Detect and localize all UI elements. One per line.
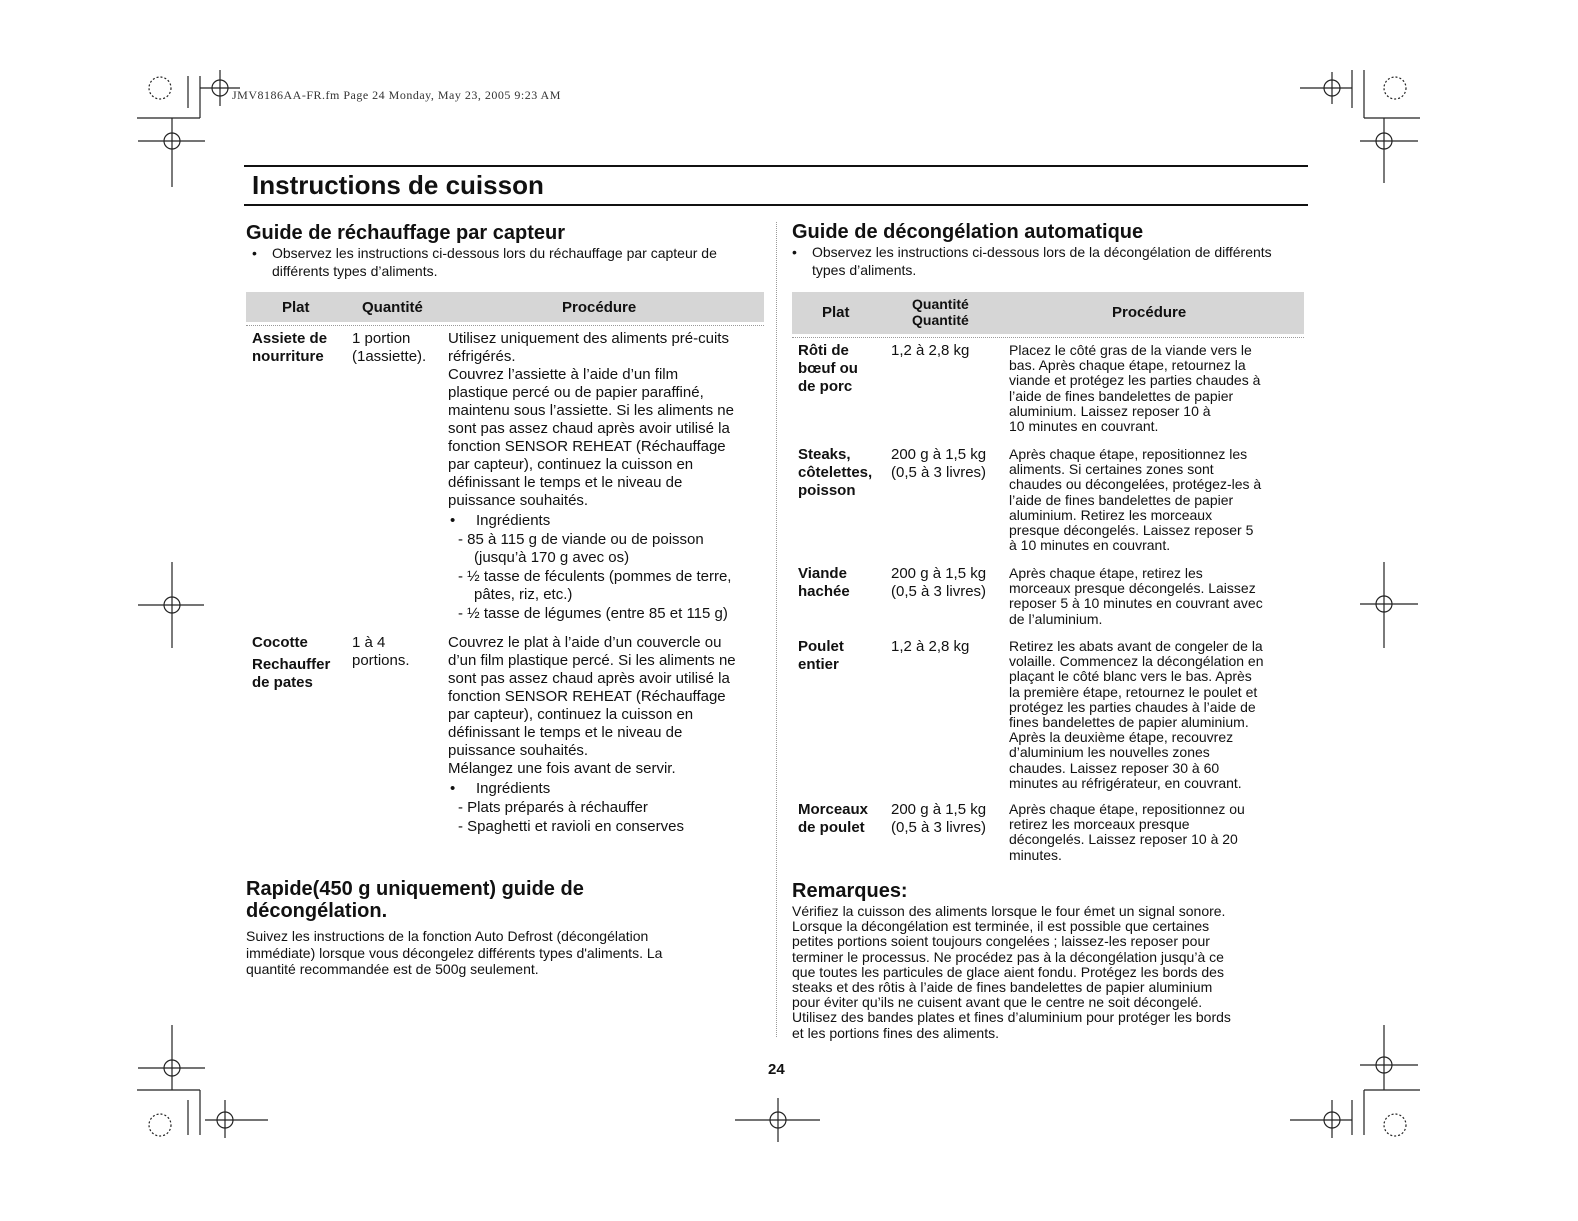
table-row-procedure: Utilisez uniquement des aliments pré-cuits réfrigérés. Couvrez l’assiette à l’aide d’un film plastique percé ou de papier paraffiné, maintenu sous l’assiette. Si les aliments ne sont pas assez chaud après avoir utilisé la fonction SENSOR REHEAT (Réchauffage par capteur), continuez la cuisson en définissant le temps et le niveau de puissance souhaités. • Ingrédients - 85 à 115 g de viande ou de poisson (jusqu’à 170 g avec os) - ½ tasse de féculents (pommes de terre, pâtes, riz, etc.) - ½ tasse de légumes (entre 85 et 115 g) <box>448 330 734 622</box>
remarques-title: Remarques: <box>792 880 908 902</box>
table-row-procedure: Couvrez le plat à l’aide d’un couvercle ou d’un film plastique percé. Si les aliments ne sont pas assez chaud après avoir utilisé la fonction SENSOR REHEAT (Réchauffage par capteur), continuez la cuisson en définissant le temps et le niveau de puissance souhaités. Mélangez une fois avant de servir. • Ingrédients - Plats préparés à réchauffer - Spaghetti et ravioli en conserves <box>448 634 736 835</box>
crosshair-icon <box>205 1100 268 1138</box>
table-row-plat: Cocotte Rechauffer de pates <box>252 634 331 691</box>
table-row-quantite: 200 g à 1,5 kg (0,5 à 3 livres) <box>891 801 987 836</box>
crosshair-icon <box>1300 72 1352 104</box>
crosshair-icon <box>1360 118 1418 183</box>
table-row-plat: Viande hachée <box>798 565 850 600</box>
remarques-text: Vérifiez la cuisson des aliments lorsque le four émet un signal sonore. Lorsque la décongélation est terminée, il est possible que certaines petites portions soient toujours congelées ; laissez-les reposer pour terminer le processus. Ne procédez pas à la décongélation jusqu’à ce que toutes les particules de glace aient fondu. Protégez les bords des steaks et des rôtis à l’aide de fines bandelettes de papier aluminium pour éviter qu’ils ne cuisent avant que le centre ne soit décongelé. Utilisez des bandes plates et fines d’aluminium pour protéger les bords et les portions fines des aliments. <box>792 903 1231 1041</box>
rapide-title: Rapide(450 g uniquement) guide de décongélation. <box>246 878 584 922</box>
table-row-quantite: 200 g à 1,5 kg (0,5 à 3 livres) <box>891 446 987 481</box>
col-plat: Plat <box>282 299 310 316</box>
col-procedure: Procédure <box>1112 304 1187 321</box>
crosshair-icon <box>1360 562 1418 648</box>
table-row-procedure: Après chaque étape, repositionnez les aliments. Si certaines zones sont chaudes ou décongelées, protégez-les à l’aide de fines bandelettes de papier aluminium. Retirez les morceaux presque décongelés. Laissez reposer 5 à 10 minutes en couvrant. <box>1009 446 1262 554</box>
crosshair-icon <box>138 1025 205 1090</box>
table-row-plat: Assiete de nourriture <box>252 330 328 365</box>
list-bullet: Ingrédients <box>476 780 551 797</box>
file-slug: JMV8186AA-FR.fm Page 24 Monday, May 23, 2005 9:23 AM <box>232 88 561 102</box>
crosshair-icon <box>735 1098 820 1142</box>
page-title: Instructions de cuisson <box>252 170 544 200</box>
col-quantite: Quantité <box>912 296 969 312</box>
top-rule <box>244 165 1308 167</box>
table-row-procedure: Après chaque étape, repositionnez ou retirez les morceaux presque décongelés. Laissez reposer 10 à 20 minutes. <box>1009 801 1245 863</box>
table-row-plat: Poulet entier <box>798 638 844 673</box>
table-row-procedure: Retirez les abats avant de congeler de la volaille. Commencez la décongélation en plaçant le côté blanc vers le bas. Après la première étape, retournez le poulet et protégez les parties chaudes à l’aide de fines bandelettes de papier aluminium. Après la deuxième étape, recouvrez d’aluminium les nouvelles zones chaudes. Laissez reposer 30 à 60 minutes au réfrigérateur, en couvrant. <box>1009 638 1264 791</box>
col-quantite: Quantité <box>362 299 423 316</box>
crosshair-icon <box>138 562 204 648</box>
left-intro: • Observez les instructions ci-dessous lors du réchauffage par capteur de différents types d’aliments. <box>252 245 717 279</box>
col-quantite: Quantité <box>912 312 969 328</box>
right-section-title: Guide de décongélation automatique <box>792 221 1144 243</box>
table-row-procedure: Après chaque étape, retirez les morceaux presque décongelés. Laissez reposer 5 à 10 minutes en couvrant avec de l’aluminium. <box>1009 565 1263 627</box>
table-row-procedure: Placez le côté gras de la viande vers le bas. Après chaque étape, retournez la viande et protégez les parties chaudes à l’aide de fines bandelettes de papier aluminium. Laissez reposer 10 à 10 minutes en couvrant. <box>1009 342 1261 435</box>
page-number: 24 <box>768 1061 785 1078</box>
table-row-quantite: 1,2 à 2,8 kg <box>891 342 970 359</box>
table-row-quantite: 1 à 4 portions. <box>352 634 410 669</box>
list-bullet: Ingrédients <box>476 512 551 529</box>
column-divider <box>776 222 777 1037</box>
crosshair-icon <box>1290 1100 1352 1138</box>
table-row-plat: Morceaux de poulet <box>798 801 869 836</box>
table-row-plat: Steaks, côtelettes, poisson <box>798 446 873 499</box>
left-section-title: Guide de réchauffage par capteur <box>246 222 565 244</box>
table-row-quantite: 1 portion (1assiette). <box>352 330 427 365</box>
crosshair-icon <box>1360 1025 1418 1090</box>
right-intro: • Observez les instructions ci-dessous lors de la décongélation de différents types d’aliments. <box>792 244 1272 278</box>
right-table-header <box>792 292 1304 334</box>
col-procedure: Procédure <box>562 299 637 316</box>
col-plat: Plat <box>822 304 850 321</box>
rapide-text: Suivez les instructions de la fonction Auto Defrost (décongélation immédiate) lorsque vous décongelez différents types d'aliments. La quantité recommandée est de 500g seulement. <box>246 928 663 977</box>
header-underline <box>246 325 764 326</box>
header-underline <box>792 337 1304 338</box>
table-row-plat: Rôti de bœuf ou de porc <box>798 342 858 395</box>
left-table-header <box>246 292 764 322</box>
table-row-quantite: 200 g à 1,5 kg (0,5 à 3 livres) <box>891 565 987 600</box>
table-row-quantite: 1,2 à 2,8 kg <box>891 638 970 655</box>
crosshair-icon <box>138 118 205 187</box>
title-rule <box>244 204 1308 206</box>
